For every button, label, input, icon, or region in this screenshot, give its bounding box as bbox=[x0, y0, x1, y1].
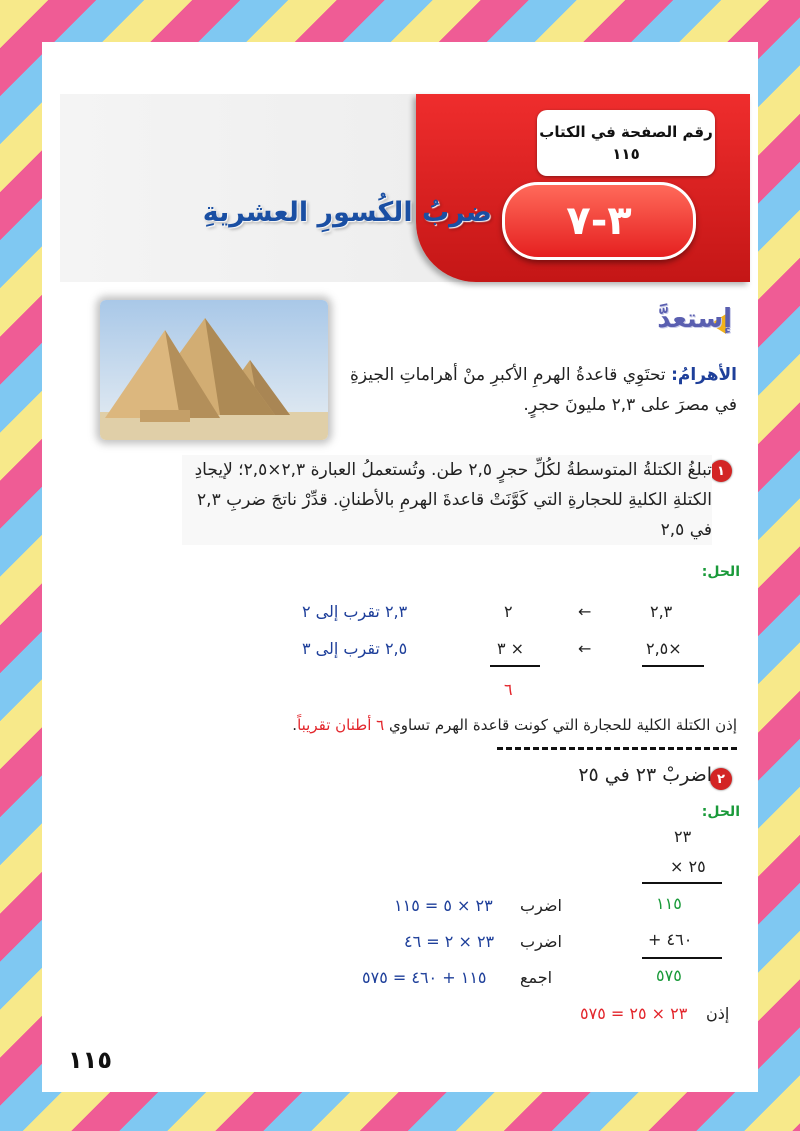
q1-rounded-2: × ٣ bbox=[497, 639, 525, 658]
ready-heading: إستعدَّ bbox=[657, 304, 732, 334]
conclusion-end: . bbox=[292, 716, 298, 734]
question-1-text: تبلغُ الكتلةُ المتوسطةُ لكُلِّ حجرٍ ٢,٥ طن. وتُستعملُ العبارة ٢,٣×٢,٥؛ لإيجادِ الكتلةِ الكليةِ للحجارةِ التي كَوَّنَتْ قاعدةَ الهرمِ بالأطنانِ. قدِّرْ ناتجَ ضربِ ٢,٣ في ٢,٥ bbox=[182, 455, 712, 545]
section-divider bbox=[497, 747, 737, 750]
question-1-number: ١ bbox=[710, 460, 732, 482]
question-2-number: ٢ bbox=[710, 768, 732, 790]
q2-partial-2: ٤٦٠ + bbox=[648, 930, 693, 949]
q1-original-1: ٢,٣ bbox=[650, 602, 673, 621]
conclusion-value: ٦ أطنان تقريباً bbox=[297, 716, 385, 734]
intro-text: تحتَوِي قاعدةُ الهرمِ الأكبرِ منْ أهراماتِ الجيزةِ في مصرَ على ٢,٣ مليونَ حجرٍ. bbox=[349, 365, 737, 415]
q2-explain-verb-2: اضرب bbox=[520, 932, 562, 951]
q2-final-prefix: إذن bbox=[706, 1004, 730, 1023]
pyramids-photo bbox=[100, 300, 328, 440]
q1-conclusion bbox=[272, 716, 737, 734]
q2-multiplier: ٢٥ × bbox=[670, 857, 706, 876]
lesson-number: ٣-٧ bbox=[502, 182, 696, 260]
q2-explain-expr-1: ٢٣ × ٥ = ١١٥ bbox=[394, 896, 493, 915]
q2-explain-verb-3: اجمع bbox=[520, 968, 553, 987]
question-2-text: اضربْ ٢٣ في ٢٥ bbox=[578, 764, 712, 786]
lesson-title: ضربُ الكُسورِ العشريةِ bbox=[202, 197, 492, 228]
q1-original-2: ×٢,٥ bbox=[646, 639, 682, 658]
solution-label-2: الحل: bbox=[701, 804, 740, 820]
conclusion-prefix: إذن الكتلة الكلية للحجارة التي كونت قاعدة الهرم تساوي bbox=[388, 716, 737, 734]
q2-multiplicand: ٢٣ bbox=[674, 827, 692, 846]
q1-arrow-2: ← bbox=[578, 639, 592, 658]
page-ref-label: رقم الصفحة في الكتاب bbox=[539, 123, 713, 141]
q2-total: ٥٧٥ bbox=[656, 966, 682, 985]
solution-label-1: الحل: bbox=[701, 564, 740, 580]
q2-final-expr: ٢٣ × ٢٥ = ٥٧٥ bbox=[580, 1004, 688, 1023]
q2-explain-expr-3: ١١٥ + ٤٦٠ = ٥٧٥ bbox=[362, 968, 487, 987]
q1-rounded-1: ٢ bbox=[504, 602, 513, 621]
page-number: ١١٥ bbox=[68, 1046, 112, 1074]
page-ref-box bbox=[537, 110, 715, 176]
q2-line-2 bbox=[642, 957, 722, 959]
page bbox=[42, 42, 758, 1092]
q1-arrow-1: ← bbox=[578, 602, 592, 621]
q2-line-1 bbox=[642, 882, 722, 884]
intro-paragraph bbox=[342, 360, 737, 420]
q1-note-1: ٢,٣ تقرب إلى ٢ bbox=[302, 602, 408, 621]
q2-partial-1: ١١٥ bbox=[656, 894, 682, 913]
q1-line-right bbox=[490, 665, 540, 667]
q1-note-2: ٢,٥ تقرب إلى ٣ bbox=[302, 639, 408, 658]
q2-explain-expr-2: ٢٣ × ٢ = ٤٦ bbox=[404, 932, 495, 951]
q2-explain-verb-1: اضرب bbox=[520, 896, 562, 915]
page-ref-number: ١١٥ bbox=[612, 145, 640, 163]
q1-line-left bbox=[642, 665, 704, 667]
q1-result: ٦ bbox=[504, 680, 513, 699]
intro-topic: الأهرامُ: bbox=[671, 365, 737, 385]
